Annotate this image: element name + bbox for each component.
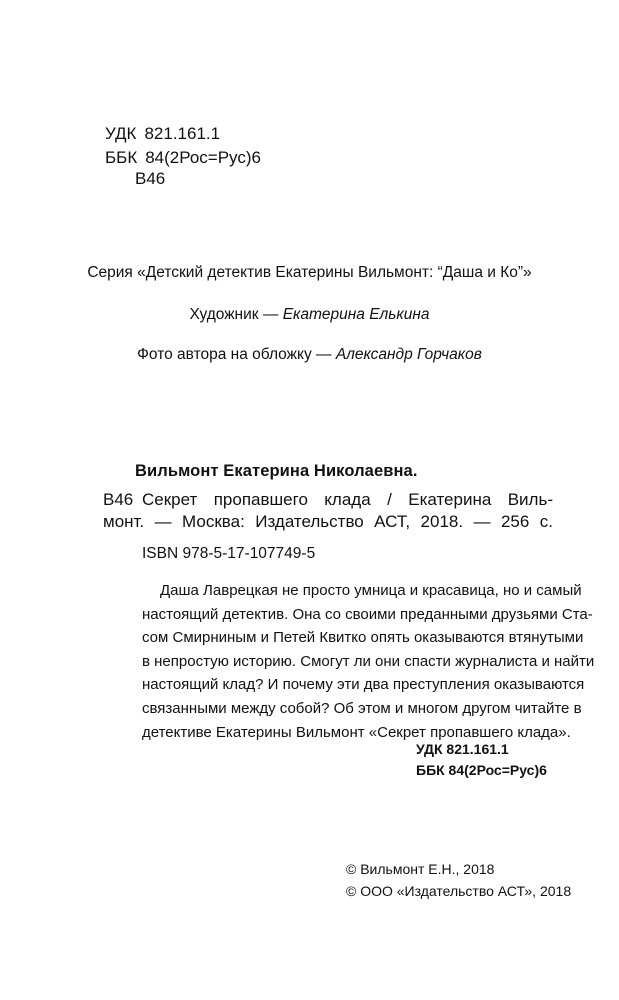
artist-role: Художник —: [189, 306, 283, 323]
copyright-publisher: © ООО «Издательство АСТ», 2018: [346, 883, 572, 899]
annotation-line: настоящий детектив. Она со своими преданными друзьями Ста-: [142, 605, 593, 623]
annotation-line: настоящий клад? И почему эти два преступления оказываются: [142, 676, 585, 694]
artist-name: Екатерина Елькина: [282, 306, 430, 323]
udk-label: УДК: [105, 124, 137, 143]
copyright-author: © Вильмонт Е.Н., 2018: [346, 861, 495, 877]
udk-top: [105, 125, 220, 142]
isbn: ISBN 978-5-17-107749-5: [142, 545, 316, 562]
bbk-code: 84(2Рос=Рус)6: [145, 148, 261, 167]
author-heading: Вильмонт Екатерина Николаевна.: [135, 462, 418, 480]
bbk-bottom: ББК 84(2Рос=Рус)6: [416, 762, 547, 778]
bib-line-1: Секрет пропавшего клада / Екатерина Виль-: [142, 490, 553, 509]
annotation-line: сом Смирниным и Петей Квитко опять оказываются втянутыми: [142, 629, 584, 647]
annotation-line: детективе Екатерины Вильмонт «Секрет пропавшего клада».: [142, 723, 571, 741]
annotation-line: в непростую историю. Смогут ли они спасти журналиста и найти: [142, 652, 595, 670]
series-line: Серия «Детский детектив Екатерины Вильмонт: “Даша и Ко”»: [87, 264, 532, 281]
annotation: [142, 579, 595, 744]
bib-line-2: монт. — Москва: Издательство АСТ, 2018. — 256 с.: [103, 512, 553, 531]
bbk-top: [105, 149, 261, 166]
udk-code: 821.161.1: [144, 124, 221, 143]
annotation-line: связанными между собой? Об этом и многом другом читайте в: [142, 699, 582, 717]
udk-bottom: УДК 821.161.1: [416, 741, 509, 757]
author-mark-card: В46: [103, 490, 134, 509]
artist-credit: [0, 306, 619, 324]
annotation-line: Даша Лаврецкая не просто умница и красавица, но и самый: [160, 582, 582, 599]
photo-name: Александр Горчаков: [335, 346, 482, 363]
author-mark-top: В46: [135, 169, 166, 188]
photo-role: Фото автора на обложку —: [137, 346, 336, 363]
photo-credit: [0, 346, 619, 364]
bbk-label: ББК: [105, 148, 138, 167]
